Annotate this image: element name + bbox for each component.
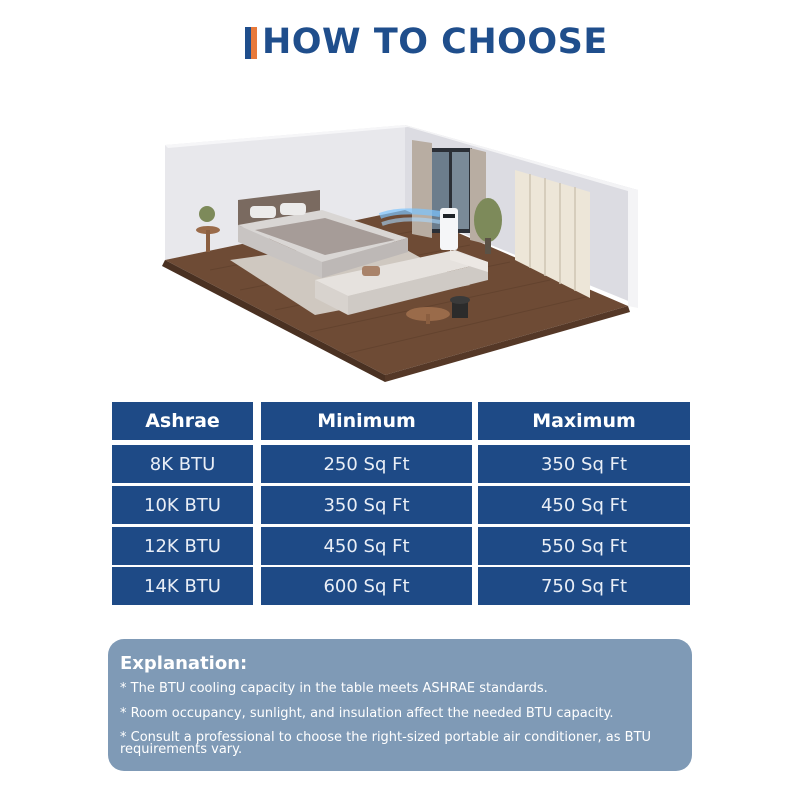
explanation-title: Explanation: — [120, 653, 248, 674]
column-header-ashrae: Ashrae — [112, 402, 253, 440]
cell-minimum: 350 Sq Ft — [261, 486, 472, 524]
page-title: HOW TO CHOOSE — [262, 22, 608, 62]
explanation-line: * Room occupancy, sunlight, and insulation affect the needed BTU capacity. — [120, 706, 614, 721]
cell-minimum: 250 Sq Ft — [261, 445, 472, 483]
explanation-box — [108, 639, 692, 771]
room-illustration — [150, 110, 650, 390]
table-header-row — [112, 402, 690, 440]
cell-btu: 14K BTU — [112, 567, 253, 605]
cell-maximum: 350 Sq Ft — [478, 445, 690, 483]
title-accent-bar-orange — [251, 27, 257, 59]
cell-maximum: 750 Sq Ft — [478, 567, 690, 605]
cell-btu: 10K BTU — [112, 486, 253, 524]
table-row — [112, 527, 690, 565]
page-header — [0, 20, 800, 64]
table-row — [112, 567, 690, 605]
cell-minimum: 450 Sq Ft — [261, 527, 472, 565]
bedroom-with-portable-air-conditioner-icon — [150, 110, 650, 390]
cell-maximum: 550 Sq Ft — [478, 527, 690, 565]
cell-minimum: 600 Sq Ft — [261, 567, 472, 605]
table-row — [112, 445, 690, 483]
cell-maximum: 450 Sq Ft — [478, 486, 690, 524]
explanation-line: * Consult a professional to choose the right-sized portable air conditioner, as BTU requirements vary. — [120, 730, 652, 757]
column-header-maximum: Maximum — [478, 402, 690, 440]
explanation-line: * The BTU cooling capacity in the table meets ASHRAE standards. — [120, 681, 548, 696]
cell-btu: 8K BTU — [112, 445, 253, 483]
column-header-minimum: Minimum — [261, 402, 472, 440]
table-row — [112, 486, 690, 524]
cell-btu: 12K BTU — [112, 527, 253, 565]
